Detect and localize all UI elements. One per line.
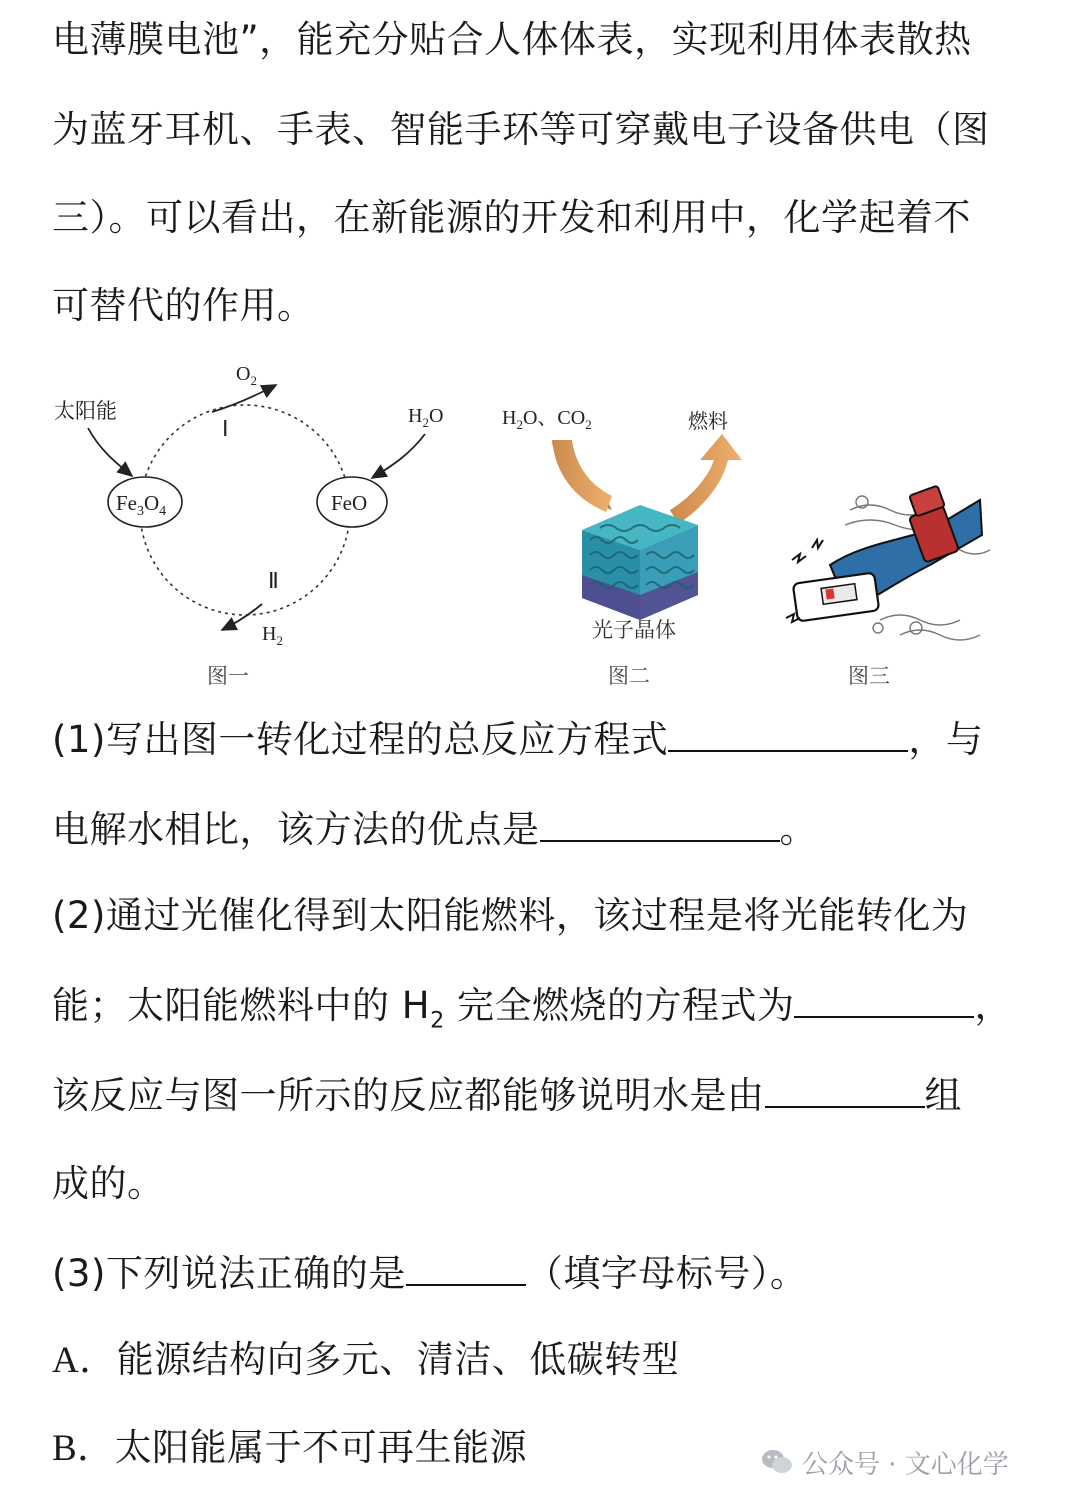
q2-line-2 bbox=[52, 980, 1012, 1045]
q3-option-a-text: 能源结构向多元、清洁、低碳转型 bbox=[116, 1338, 680, 1381]
step-2-label: Ⅱ bbox=[268, 568, 279, 593]
h2-arrow bbox=[222, 604, 262, 630]
figure-2-caption: 图二 bbox=[608, 664, 650, 688]
paragraph-line-2: 为蓝牙耳机、手表、智能手环等可穿戴电子设备供电（图 bbox=[52, 108, 990, 151]
q1-end: 。 bbox=[779, 808, 817, 851]
figure-2-photonic-crystal bbox=[502, 407, 742, 688]
figure-3-caption: 图三 bbox=[848, 664, 890, 688]
sun-arrow bbox=[88, 428, 132, 476]
sun-energy-label: 太阳能 bbox=[54, 399, 117, 423]
q3-option-b-text: 太阳能属于不可再生能源 bbox=[114, 1426, 528, 1469]
q3-stem bbox=[52, 1248, 807, 1298]
q2-blank-equation[interactable] bbox=[794, 980, 974, 1018]
q1-stem-tail: ，与 bbox=[908, 718, 984, 761]
q1-blank-equation[interactable] bbox=[668, 714, 908, 752]
paragraph-line-4: 可替代的作用。 bbox=[52, 284, 315, 327]
q2-line-1: (2)通过光催化得到太阳能燃料，该过程是将光能转化为 bbox=[52, 894, 969, 937]
q3-option-b bbox=[52, 1424, 527, 1473]
q1-line-2 bbox=[52, 804, 817, 854]
o2-arrow bbox=[212, 385, 276, 412]
q3-stem-a: (3)下列说法正确的是 bbox=[52, 1252, 406, 1295]
q1-advantage-stem: 电解水相比，该方法的优点是 bbox=[52, 808, 540, 851]
q1-line-1 bbox=[52, 714, 983, 764]
wechat-icon bbox=[760, 1447, 794, 1477]
step-1-label: Ⅰ bbox=[222, 416, 229, 441]
fig3-battery-level bbox=[825, 588, 834, 599]
h2-label: $H_2$ bbox=[262, 623, 283, 648]
q3-option-a-letter: A． bbox=[52, 1340, 117, 1381]
paragraph-line-1: 电薄膜电池”，能充分贴合人体体表，实现利用体表散热 bbox=[52, 18, 972, 61]
q2-line-3 bbox=[52, 1070, 962, 1120]
paragraph-line-3: 三）。可以看出，在新能源的开发和利用中，化学起着不 bbox=[52, 196, 971, 239]
q2-h2-subscript: 2 bbox=[430, 1007, 445, 1034]
water-arrow bbox=[372, 434, 425, 478]
q1-stem: (1)写出图一转化过程的总反应方程式 bbox=[52, 718, 669, 761]
photonic-crystal-cube bbox=[582, 505, 698, 620]
fe3o4-label: $Fe_3O_4$ bbox=[116, 491, 167, 519]
q2-line2-b: 完全燃烧的方程式为 bbox=[444, 984, 795, 1027]
q2-line-4: 成的。 bbox=[52, 1162, 165, 1205]
figure-1-cycle bbox=[54, 363, 443, 688]
q3-option-a bbox=[52, 1336, 679, 1385]
fig2-output-arrow bbox=[670, 434, 742, 524]
figure-3-wearable-illustration bbox=[786, 486, 990, 688]
figures-panel bbox=[0, 350, 1080, 700]
q2-line2-end: ， bbox=[974, 984, 1012, 1027]
water-label-fig1: $H_2O$ bbox=[408, 405, 444, 430]
q2-line3-b: 组 bbox=[924, 1074, 962, 1117]
fig2-input-arrow-body bbox=[552, 440, 612, 512]
o2-label: $O_2$ bbox=[236, 363, 257, 388]
fig2-fuel-label: 燃料 bbox=[688, 409, 728, 433]
q3-blank-answer[interactable] bbox=[406, 1248, 526, 1286]
q3-stem-b: （填字母标号）。 bbox=[525, 1252, 808, 1295]
watermark-text: 公众号 · 文心化学 bbox=[802, 1449, 1009, 1480]
q2-line2-a: 能；太阳能燃料中的 H bbox=[52, 984, 431, 1027]
q1-blank-advantage[interactable] bbox=[540, 804, 780, 842]
fig2-crystal-label: 光子晶体 bbox=[592, 618, 676, 642]
fig2-input-label: $H_2O$、$CO_2$ bbox=[502, 407, 592, 432]
feo-label: FeO bbox=[331, 491, 368, 515]
watermark bbox=[760, 1440, 1009, 1484]
q3-option-b-letter: B． bbox=[52, 1428, 115, 1469]
q2-line3-a: 该反应与图一所示的反应都能够说明水是由 bbox=[52, 1074, 765, 1117]
q2-blank-composition[interactable] bbox=[765, 1070, 925, 1108]
figure-1-caption: 图一 bbox=[207, 664, 249, 688]
